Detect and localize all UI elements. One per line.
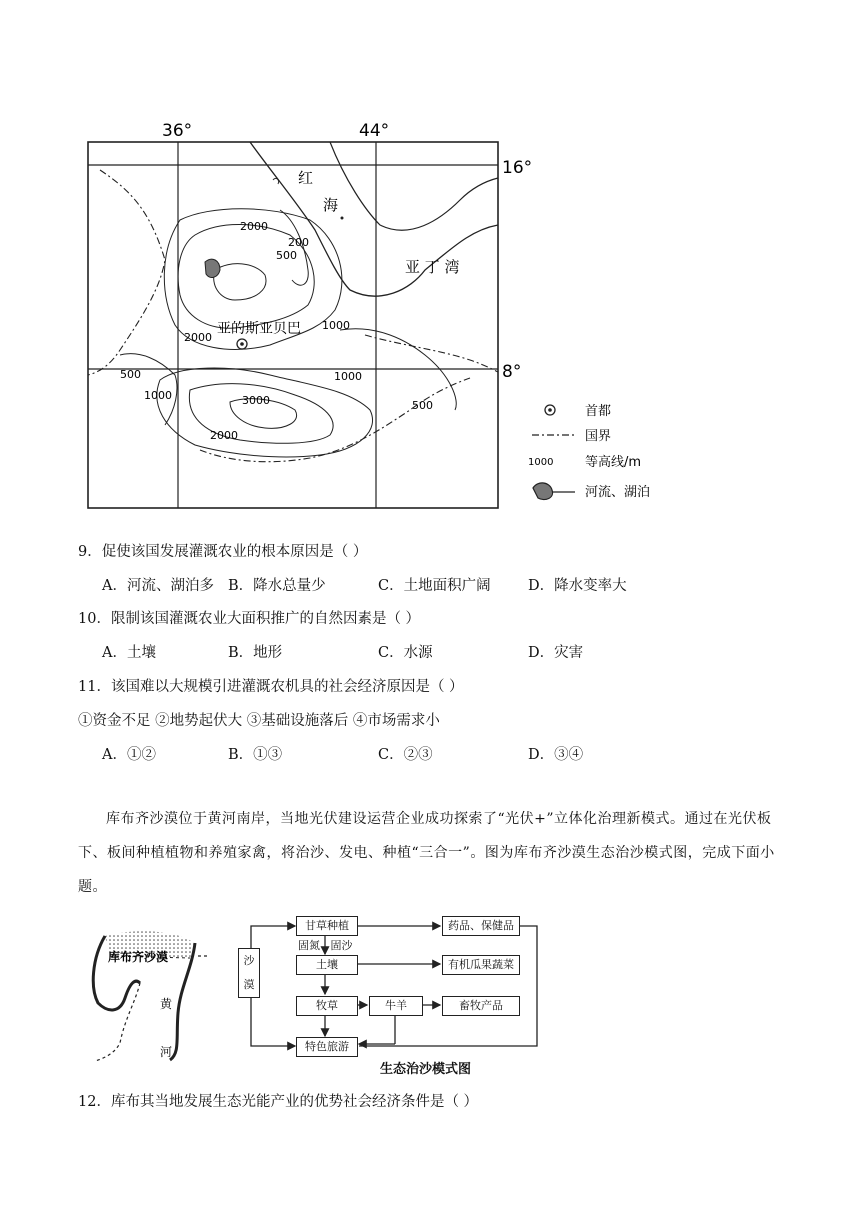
contour-label: 2000 bbox=[184, 331, 212, 344]
tourism-box: 特色旅游 bbox=[296, 1037, 358, 1057]
river-lake-legend-icon bbox=[533, 483, 575, 500]
organic-box: 有机瓜果蔬菜 bbox=[442, 955, 520, 975]
river-label-2: 河 bbox=[160, 1045, 173, 1059]
legend-contour-sample: 1000 bbox=[528, 457, 554, 468]
lat-label-8: 8° bbox=[502, 362, 522, 382]
contour-label: 200 bbox=[288, 236, 309, 249]
gulf-label: 亚 丁 湾 bbox=[405, 258, 460, 276]
legend-border: 国界 bbox=[585, 429, 612, 444]
red-sea-label-1: 红 bbox=[298, 169, 314, 187]
passage-kubuqi: 库布齐沙漠位于黄河南岸，当地光伏建设运营企业成功探索了“光伏+”立体化治理新模式。通过在光伏板下、板间种植植物和养殖家禽，将治沙、发电、种植“三合一”。图为库布齐沙漠生态治沙模式图，完成下面小题。 bbox=[78, 811, 775, 895]
yellow-river-east bbox=[170, 943, 195, 1060]
soil-box: 土壤 bbox=[296, 955, 358, 975]
fix-label: 固氮 固沙 bbox=[298, 939, 353, 952]
question-11-statements: ①资金不足 ②地势起伏大 ③基础设施落后 ④市场需求小 bbox=[78, 713, 440, 729]
q11-option-c[interactable]: C．②③ bbox=[378, 747, 433, 763]
contour-label: 500 bbox=[412, 399, 433, 412]
legend-river-lake: 河流、湖泊 bbox=[585, 485, 651, 500]
cattle-box: 牛羊 bbox=[369, 996, 423, 1016]
contour-label: 2000 bbox=[240, 220, 268, 233]
q10-option-c[interactable]: C．水源 bbox=[378, 645, 433, 661]
q9-option-b[interactable]: B．降水总量少 bbox=[228, 578, 326, 594]
lon-label-44: 44° bbox=[359, 121, 390, 141]
map-legend bbox=[528, 403, 650, 500]
contour-label: 2000 bbox=[210, 429, 238, 442]
q11-option-a[interactable]: A．①② bbox=[102, 747, 156, 763]
q10-option-a[interactable]: A．土壤 bbox=[102, 645, 156, 661]
ethiopia-map bbox=[80, 110, 680, 520]
medicine-box: 药品、保健品 bbox=[442, 916, 520, 936]
contour-label: 1000 bbox=[322, 319, 350, 332]
q10-option-b[interactable]: B．地形 bbox=[228, 645, 283, 661]
q9-option-d[interactable]: D．降水变率大 bbox=[528, 578, 627, 594]
lon-label-36: 36° bbox=[162, 121, 193, 141]
desert-box: 沙 漠 bbox=[238, 948, 260, 998]
contour-label: 500 bbox=[120, 368, 141, 381]
capital-label: 亚的斯亚贝巴 bbox=[217, 321, 301, 337]
question-10-stem: 10．限制该国灌溉农业大面积推广的自然因素是（ ） bbox=[78, 611, 421, 627]
contour-label: 1000 bbox=[334, 370, 362, 383]
lake-tana bbox=[205, 259, 220, 277]
flow-caption: 生态治沙模式图 bbox=[380, 1062, 472, 1077]
kubuqi-small-map bbox=[80, 918, 220, 1068]
border-west bbox=[88, 170, 165, 375]
river-label-1: 黄 bbox=[160, 997, 173, 1011]
legend-contour: 等高线/m bbox=[585, 455, 642, 470]
border-east bbox=[365, 335, 498, 372]
contour-label: 500 bbox=[276, 249, 297, 262]
q9-option-a[interactable]: A．河流、湖泊多 bbox=[102, 578, 214, 594]
question-9-stem: 9．促使该国发展灌溉农业的根本原因是（ ） bbox=[78, 544, 368, 560]
q9-option-c[interactable]: C．土地面积广阔 bbox=[378, 578, 491, 594]
desert-label: 库布齐沙漠 bbox=[108, 950, 169, 964]
livestock-box: 畜牧产品 bbox=[442, 996, 520, 1016]
legend-capital: 首都 bbox=[585, 404, 612, 419]
licorice-box: 甘草种植 bbox=[296, 916, 358, 936]
question-12-stem: 12．库布其当地发展生态光能产业的优势社会经济条件是（ ） bbox=[78, 1094, 479, 1110]
question-11-stem: 11．该国难以大规模引进灌溉农机具的社会经济原因是（ ） bbox=[78, 679, 464, 695]
lat-label-16: 16° bbox=[502, 158, 533, 178]
q11-option-d[interactable]: D．③④ bbox=[528, 747, 584, 763]
contour-label: 3000 bbox=[242, 394, 270, 407]
q10-option-d[interactable]: D．灾害 bbox=[528, 645, 584, 661]
grass-box: 牧草 bbox=[296, 996, 358, 1016]
contour-label: 1000 bbox=[144, 389, 172, 402]
q11-option-b[interactable]: B．①③ bbox=[228, 747, 283, 763]
red-sea-label-2: 海 bbox=[323, 196, 339, 214]
